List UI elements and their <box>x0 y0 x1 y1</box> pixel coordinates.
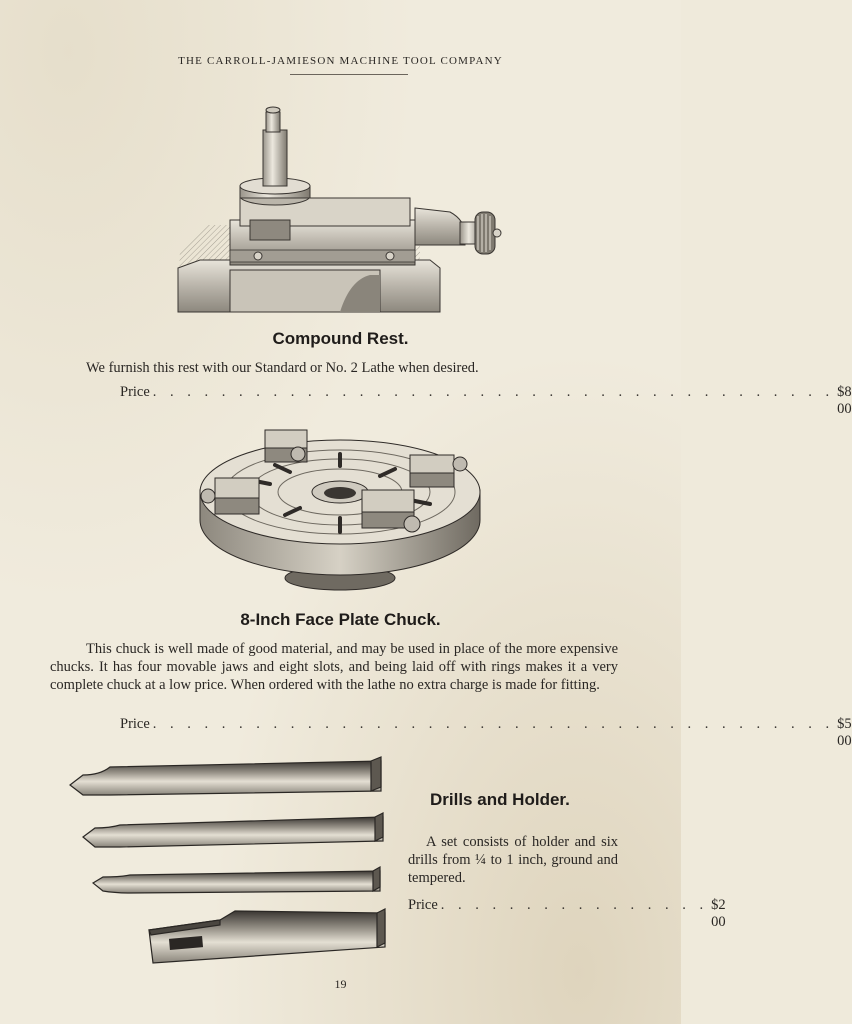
compound-rest-title: Compound Rest. <box>272 329 409 348</box>
compound-rest-illustration <box>170 100 510 320</box>
face-plate-chuck-description: This chuck is well made of good material, and may be used in place of the more expensive chucks. It has four movable jaws and eight slots, and being laid off with rings makes it a very complete chuck at a low price. When ordered with the lathe no extra charge is made for fitting. <box>50 641 618 693</box>
drills-holder-description: A set consists of holder and six drills from ¼ to 1 inch, ground and tempered. <box>408 834 618 886</box>
drills-holder-price-line <box>408 897 726 931</box>
leader-dots: . . . . . . . . . . . . . . . . <box>440 897 709 913</box>
face-plate-chuck-title: 8-Inch Face Plate Chuck. <box>240 610 441 629</box>
drills-holder-title: Drills and Holder. <box>430 790 570 809</box>
face-plate-chuck-illustration <box>190 420 480 595</box>
compound-rest-description: We furnish this rest with our Standard or No. 2 Lathe when desired. <box>86 360 479 376</box>
page-header: THE CARROLL-JAMIESON MACHINE TOOL COMPANY <box>178 55 503 67</box>
drills-illustration <box>65 755 395 970</box>
face-plate-chuck-price-line <box>120 716 852 750</box>
compound-rest-price-label: Price <box>120 384 150 400</box>
drills-holder-price-label: Price <box>408 897 438 913</box>
leader-dots: . . . . . . . . . . . . . . . . . . . . . . . . . . . . . . . . . . . . . . . . <box>152 384 835 400</box>
leader-dots: . . . . . . . . . . . . . . . . . . . . . . . . . . . . . . . . . . . . . . . . <box>152 716 835 732</box>
face-plate-chuck-price-label: Price <box>120 716 150 732</box>
compound-rest-price-value: $8 00 <box>837 384 852 417</box>
drills-holder-price-value: $2 00 <box>711 897 726 930</box>
drills-holder-block <box>408 790 726 931</box>
header-rule <box>290 74 408 75</box>
compound-rest-price-line <box>120 384 852 418</box>
page-number: 19 <box>334 977 347 991</box>
face-plate-chuck-price-value: $5 00 <box>837 716 852 749</box>
